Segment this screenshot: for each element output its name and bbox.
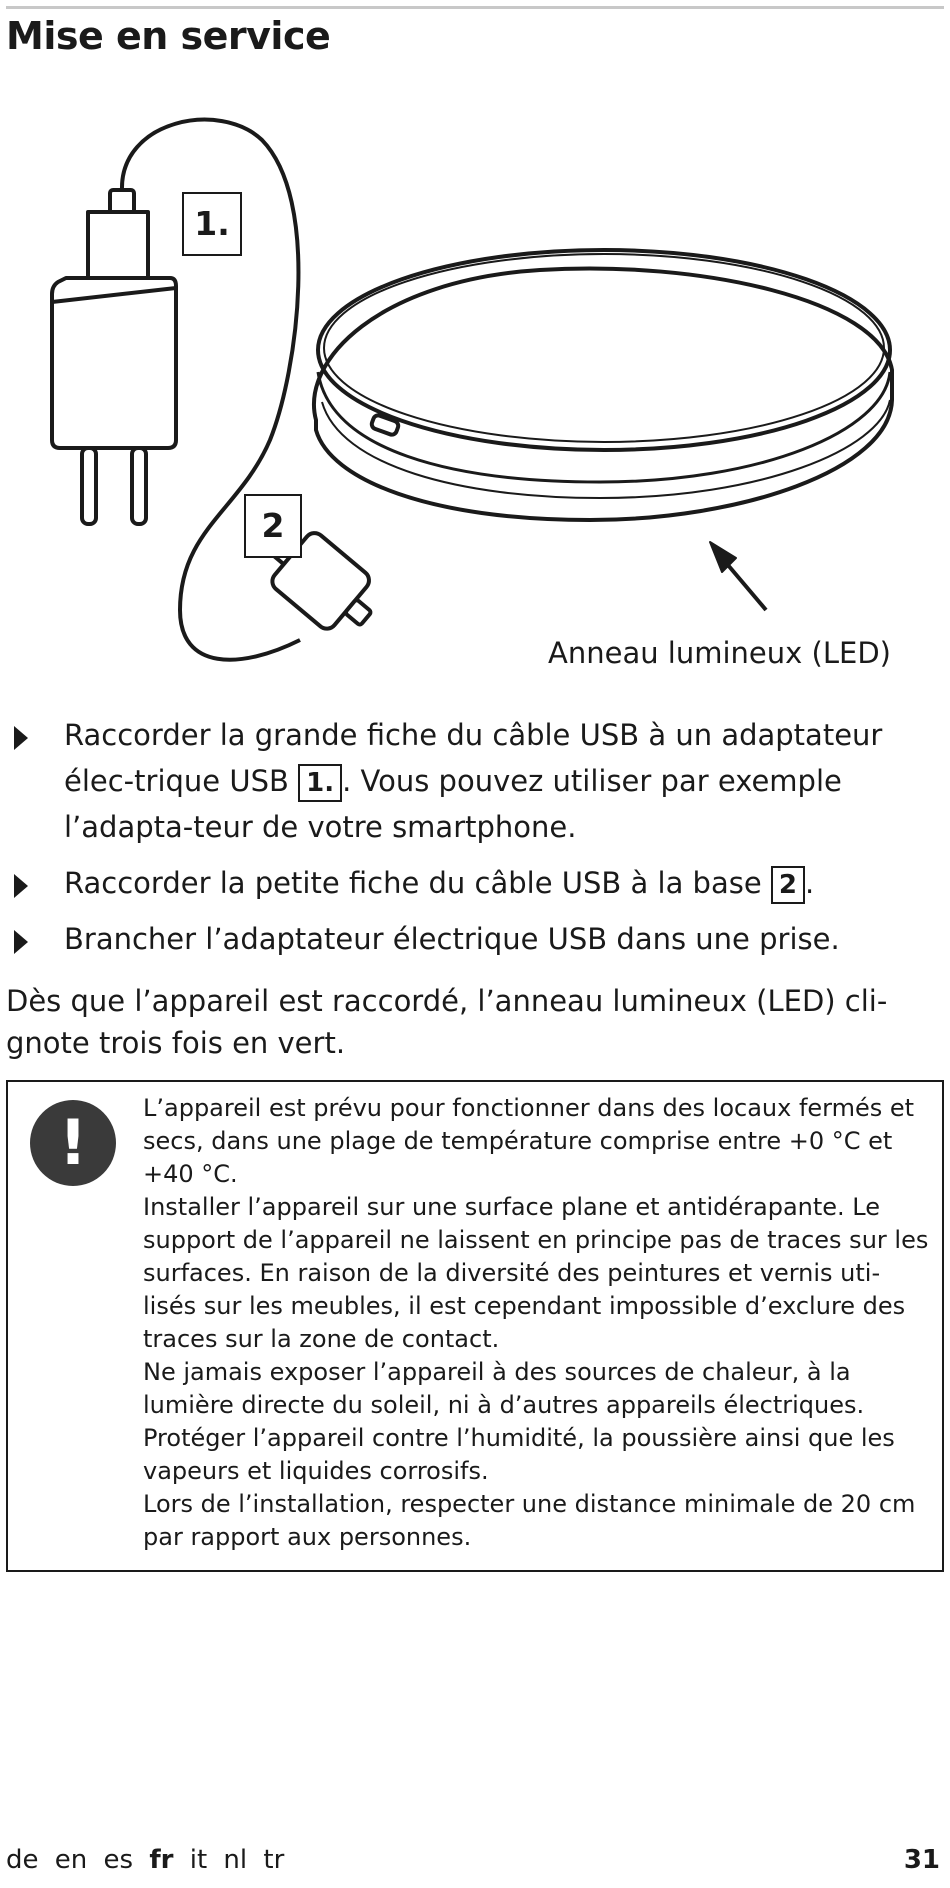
charging-base-drawing [314,250,892,520]
language-it: it [189,1845,208,1875]
step-item [6,860,946,906]
step-item [6,712,946,850]
instruction-steps [6,712,946,972]
step-text: . [805,866,815,900]
triangle-bullet-icon [14,726,28,750]
language-nl: nl [223,1845,248,1875]
callout-box-inline: 1. [298,764,342,802]
callout-box-1: 1. [182,192,242,256]
step-text: . Vous pouvez utiliser par exemple l’adapta-teur de votre smartphone. [64,764,842,844]
language-en: en [54,1845,88,1875]
led-status-paragraph: Dès que l’appareil est raccordé, l’anneau lumineux (LED) cli-gnote trois fois en vert. [6,984,888,1060]
notice-line: Lors de l’installation, respecter une distance minimale de 20 cm par rapport aux personnes. [143,1490,916,1551]
step-text: Brancher l’adaptateur électrique USB dans une prise. [64,922,840,956]
safety-notice-box [6,1080,944,1572]
language-es: es [103,1845,134,1875]
notice-line: Protéger l’appareil contre l’humidité, la poussière ainsi que les vapeurs et liquides corrosifs. [143,1424,895,1485]
language-tr: tr [263,1845,285,1875]
usb-adapter-drawing [52,190,176,524]
top-rule [6,6,944,9]
step-text: Raccorder la grande fiche du câble USB à un adaptateur élec-trique USB [64,718,883,798]
step-text: Raccorder la petite fiche du câble USB à la base [64,866,771,900]
notice-line: Installer l’appareil sur une surface plane et antidérapante. Le support de l’appareil ne laissent en principe pas de traces sur les surfaces. En raison de la diversité des peintures et vernis uti-lisés sur les meubles, il est cependant impossible d’exclure des traces sur la zone de contact. [143,1193,929,1353]
notice-text [143,1092,933,1554]
language-fr: fr [149,1845,174,1875]
language-de: de [6,1845,39,1875]
callout-box-2: 2 [244,494,302,558]
callout-box-inline: 2 [771,866,805,904]
notice-line: Ne jamais exposer l’appareil à des sources de chaleur, à la lumière directe du soleil, ni à d’autres appareils électriques. [143,1358,865,1419]
page-title: Mise en service [6,14,331,58]
charger-illustration [0,110,950,700]
notice-line: L’appareil est prévu pour fonctionner dans des locaux fermés et secs, dans une plage de température comprise entre +0 °C et +40 °C. [143,1094,915,1188]
page-number: 31 [903,1845,940,1875]
step-item [6,916,946,962]
triangle-bullet-icon [14,930,28,954]
triangle-bullet-icon [14,874,28,898]
led-ring-label: Anneau lumineux (LED) [548,636,891,670]
language-index [6,1845,292,1875]
exclamation-icon: ! [30,1100,116,1186]
led-arrow [710,542,766,610]
